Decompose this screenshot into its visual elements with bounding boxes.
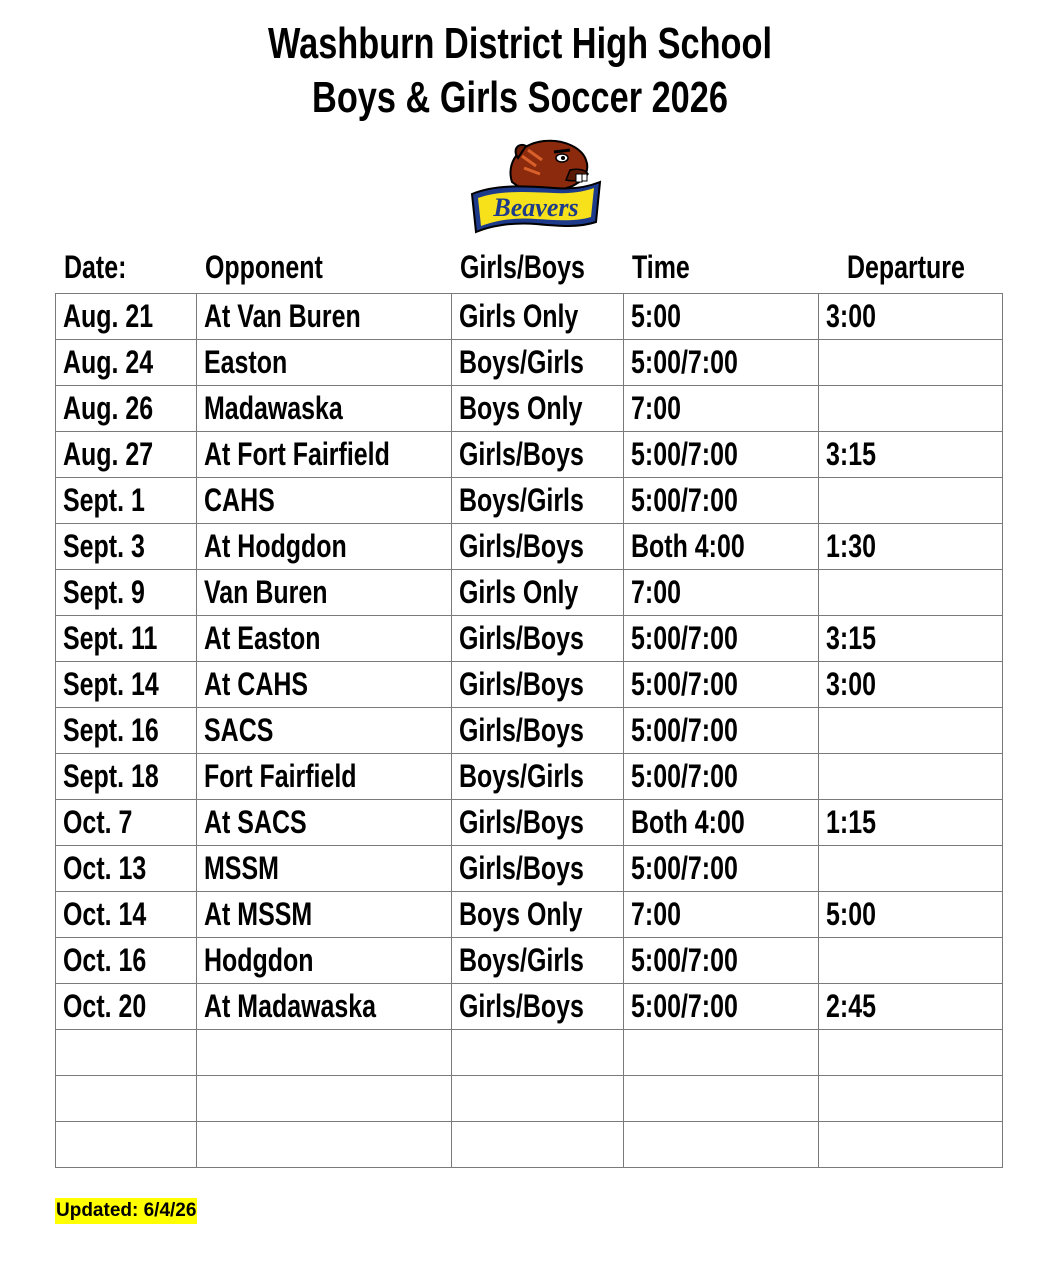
girls-boys-cell — [452, 340, 624, 386]
departure-cell — [819, 340, 1003, 386]
opponent-cell — [197, 1030, 452, 1076]
departure-cell — [819, 478, 1003, 524]
departure-cell — [819, 524, 1003, 570]
opponent-cell-text: Easton — [204, 344, 288, 380]
date-cell — [56, 1122, 197, 1168]
beavers-logo — [466, 136, 606, 236]
table-row — [56, 340, 1003, 386]
date-cell-text: Aug. 21 — [63, 298, 154, 334]
opponent-cell — [197, 800, 452, 846]
time-cell-text: 5:00 — [631, 298, 681, 334]
table-row — [56, 1030, 1003, 1076]
date-cell — [56, 616, 197, 662]
logo-text: Beavers — [493, 193, 579, 222]
schedule-table — [55, 293, 1003, 1168]
time-cell-text: 5:00/7:00 — [631, 620, 738, 656]
table-row — [56, 386, 1003, 432]
girls-boys-cell-text: Boys/Girls — [459, 344, 584, 380]
date-cell — [56, 478, 197, 524]
schedule-body — [56, 294, 1003, 1168]
col-header-date: Date: — [64, 249, 127, 285]
opponent-cell — [197, 754, 452, 800]
table-row — [56, 1122, 1003, 1168]
date-cell — [56, 1076, 197, 1122]
time-cell — [624, 1122, 819, 1168]
time-cell — [624, 984, 819, 1030]
opponent-cell — [197, 294, 452, 340]
girls-boys-cell — [452, 478, 624, 524]
opponent-cell — [197, 524, 452, 570]
opponent-cell-text: Van Buren — [204, 574, 328, 610]
time-cell-text: Both 4:00 — [631, 804, 745, 840]
girls-boys-cell — [452, 1076, 624, 1122]
opponent-cell — [197, 984, 452, 1030]
girls-boys-cell-text: Girls/Boys — [459, 620, 584, 656]
girls-boys-cell — [452, 524, 624, 570]
opponent-cell-text: MSSM — [204, 850, 279, 886]
table-row — [56, 708, 1003, 754]
date-cell-text: Sept. 11 — [63, 620, 158, 656]
col-header-girls-boys: Girls/Boys — [460, 249, 585, 285]
opponent-cell — [197, 616, 452, 662]
opponent-cell-text: Fort Fairfield — [204, 758, 357, 794]
date-cell-text: Sept. 18 — [63, 758, 159, 794]
departure-cell — [819, 616, 1003, 662]
departure-cell — [819, 892, 1003, 938]
time-cell — [624, 662, 819, 708]
table-row — [56, 662, 1003, 708]
girls-boys-cell — [452, 708, 624, 754]
departure-cell-text: 2:45 — [826, 988, 876, 1024]
departure-cell-text: 5:00 — [826, 896, 876, 932]
date-cell — [56, 386, 197, 432]
date-cell — [56, 708, 197, 754]
departure-cell — [819, 1076, 1003, 1122]
time-cell-text: 7:00 — [631, 574, 681, 610]
table-row — [56, 1076, 1003, 1122]
time-cell-text: 7:00 — [631, 896, 681, 932]
departure-cell — [819, 800, 1003, 846]
date-cell-text: Sept. 16 — [63, 712, 159, 748]
date-cell — [56, 846, 197, 892]
departure-cell — [819, 938, 1003, 984]
date-cell — [56, 570, 197, 616]
col-header-time: Time — [632, 249, 690, 285]
date-cell — [56, 524, 197, 570]
girls-boys-cell-text: Girls/Boys — [459, 436, 584, 472]
date-cell-text: Oct. 7 — [63, 804, 133, 840]
girls-boys-cell-text: Girls Only — [459, 574, 579, 610]
date-cell — [56, 1030, 197, 1076]
girls-boys-cell-text: Boys/Girls — [459, 942, 584, 978]
time-cell — [624, 616, 819, 662]
time-cell-text: 5:00/7:00 — [631, 482, 738, 518]
opponent-cell-text: At Easton — [204, 620, 321, 656]
time-cell — [624, 1030, 819, 1076]
girls-boys-cell — [452, 570, 624, 616]
opponent-cell — [197, 892, 452, 938]
girls-boys-cell-text: Girls/Boys — [459, 712, 584, 748]
girls-boys-cell — [452, 386, 624, 432]
girls-boys-cell — [452, 616, 624, 662]
departure-cell-text: 3:00 — [826, 666, 876, 702]
departure-cell — [819, 1030, 1003, 1076]
time-cell-text: 5:00/7:00 — [631, 344, 738, 380]
opponent-cell — [197, 478, 452, 524]
time-cell-text: 5:00/7:00 — [631, 436, 738, 472]
girls-boys-cell — [452, 294, 624, 340]
time-cell — [624, 294, 819, 340]
time-cell-text: 5:00/7:00 — [631, 758, 738, 794]
time-cell-text: 5:00/7:00 — [631, 712, 738, 748]
opponent-cell — [197, 708, 452, 754]
opponent-cell — [197, 570, 452, 616]
departure-cell — [819, 984, 1003, 1030]
opponent-cell — [197, 1122, 452, 1168]
girls-boys-cell — [452, 432, 624, 478]
table-row — [56, 892, 1003, 938]
time-cell-text: Both 4:00 — [631, 528, 745, 564]
time-cell — [624, 846, 819, 892]
time-cell — [624, 524, 819, 570]
time-cell-text: 5:00/7:00 — [631, 988, 738, 1024]
departure-cell-text: 1:15 — [826, 804, 876, 840]
page-subtitle: Boys & Girls Soccer 2026 — [312, 73, 728, 122]
date-cell — [56, 432, 197, 478]
departure-cell-text: 1:30 — [826, 528, 876, 564]
time-cell-text: 5:00/7:00 — [631, 850, 738, 886]
girls-boys-cell-text: Boys/Girls — [459, 758, 584, 794]
table-row — [56, 846, 1003, 892]
time-cell — [624, 708, 819, 754]
time-cell — [624, 800, 819, 846]
date-cell-text: Sept. 9 — [63, 574, 145, 610]
date-cell-text: Oct. 13 — [63, 850, 147, 886]
time-cell — [624, 478, 819, 524]
girls-boys-cell — [452, 938, 624, 984]
girls-boys-cell-text: Boys Only — [459, 896, 583, 932]
col-header-departure: Departure — [847, 249, 965, 285]
time-cell — [624, 432, 819, 478]
date-cell — [56, 662, 197, 708]
date-cell-text: Sept. 1 — [63, 482, 145, 518]
table-row — [56, 478, 1003, 524]
date-cell-text: Oct. 14 — [63, 896, 147, 932]
opponent-cell-text: At Van Buren — [204, 298, 361, 334]
girls-boys-cell-text: Girls/Boys — [459, 528, 584, 564]
page-title: Washburn District High School — [267, 19, 773, 68]
date-cell-text: Oct. 20 — [63, 988, 147, 1024]
departure-cell — [819, 708, 1003, 754]
date-cell-text: Sept. 14 — [63, 666, 159, 702]
departure-cell — [819, 662, 1003, 708]
girls-boys-cell-text: Girls Only — [459, 298, 579, 334]
table-row — [56, 616, 1003, 662]
time-cell-text: 5:00/7:00 — [631, 666, 738, 702]
date-cell-text: Oct. 16 — [63, 942, 147, 978]
table-row — [56, 800, 1003, 846]
opponent-cell-text: At Madawaska — [204, 988, 377, 1024]
date-cell — [56, 892, 197, 938]
departure-cell — [819, 386, 1003, 432]
time-cell — [624, 938, 819, 984]
opponent-cell — [197, 938, 452, 984]
girls-boys-cell-text: Boys/Girls — [459, 482, 584, 518]
departure-cell-text: 3:15 — [826, 620, 876, 656]
table-row — [56, 754, 1003, 800]
opponent-cell-text: At CAHS — [204, 666, 309, 702]
opponent-cell — [197, 662, 452, 708]
col-header-opponent: Opponent — [205, 249, 323, 285]
time-cell — [624, 1076, 819, 1122]
time-cell — [624, 570, 819, 616]
girls-boys-cell-text: Girls/Boys — [459, 988, 584, 1024]
opponent-cell — [197, 340, 452, 386]
girls-boys-cell-text: Girls/Boys — [459, 804, 584, 840]
departure-cell — [819, 754, 1003, 800]
opponent-cell — [197, 386, 452, 432]
date-cell — [56, 984, 197, 1030]
opponent-cell-text: At Fort Fairfield — [204, 436, 390, 472]
opponent-cell-text: At MSSM — [204, 896, 313, 932]
departure-cell — [819, 432, 1003, 478]
girls-boys-cell-text: Girls/Boys — [459, 666, 584, 702]
date-cell-text: Sept. 3 — [63, 528, 145, 564]
opponent-cell-text: At Hodgdon — [204, 528, 347, 564]
girls-boys-cell-text: Girls/Boys — [459, 850, 584, 886]
date-cell — [56, 754, 197, 800]
date-cell-text: Aug. 26 — [63, 390, 154, 426]
girls-boys-cell — [452, 662, 624, 708]
departure-cell-text: 3:00 — [826, 298, 876, 334]
departure-cell — [819, 846, 1003, 892]
opponent-cell — [197, 846, 452, 892]
girls-boys-cell-text: Boys Only — [459, 390, 583, 426]
girls-boys-cell — [452, 892, 624, 938]
time-cell-text: 5:00/7:00 — [631, 942, 738, 978]
opponent-cell-text: SACS — [204, 712, 274, 748]
opponent-cell-text: Hodgdon — [204, 942, 314, 978]
girls-boys-cell — [452, 1030, 624, 1076]
time-cell-text: 7:00 — [631, 390, 681, 426]
opponent-cell — [197, 432, 452, 478]
time-cell — [624, 754, 819, 800]
table-row — [56, 984, 1003, 1030]
departure-cell-text: 3:15 — [826, 436, 876, 472]
girls-boys-cell — [452, 1122, 624, 1168]
girls-boys-cell — [452, 984, 624, 1030]
departure-cell — [819, 1122, 1003, 1168]
girls-boys-cell — [452, 754, 624, 800]
date-cell — [56, 340, 197, 386]
time-cell — [624, 340, 819, 386]
opponent-cell-text: Madawaska — [204, 390, 343, 426]
table-row — [56, 432, 1003, 478]
opponent-cell-text: CAHS — [204, 482, 275, 518]
date-cell — [56, 800, 197, 846]
opponent-cell — [197, 1076, 452, 1122]
girls-boys-cell — [452, 846, 624, 892]
table-row — [56, 294, 1003, 340]
departure-cell — [819, 294, 1003, 340]
date-cell-text: Aug. 24 — [63, 344, 154, 380]
time-cell — [624, 386, 819, 432]
date-cell-text: Aug. 27 — [63, 436, 154, 472]
table-row — [56, 570, 1003, 616]
date-cell — [56, 938, 197, 984]
table-row — [56, 938, 1003, 984]
updated-note: Updated: 6/4/26 — [55, 1198, 197, 1224]
girls-boys-cell — [452, 800, 624, 846]
time-cell — [624, 892, 819, 938]
beaver-mascot-icon — [510, 141, 588, 192]
table-row — [56, 524, 1003, 570]
departure-cell — [819, 570, 1003, 616]
date-cell — [56, 294, 197, 340]
opponent-cell-text: At SACS — [204, 804, 307, 840]
